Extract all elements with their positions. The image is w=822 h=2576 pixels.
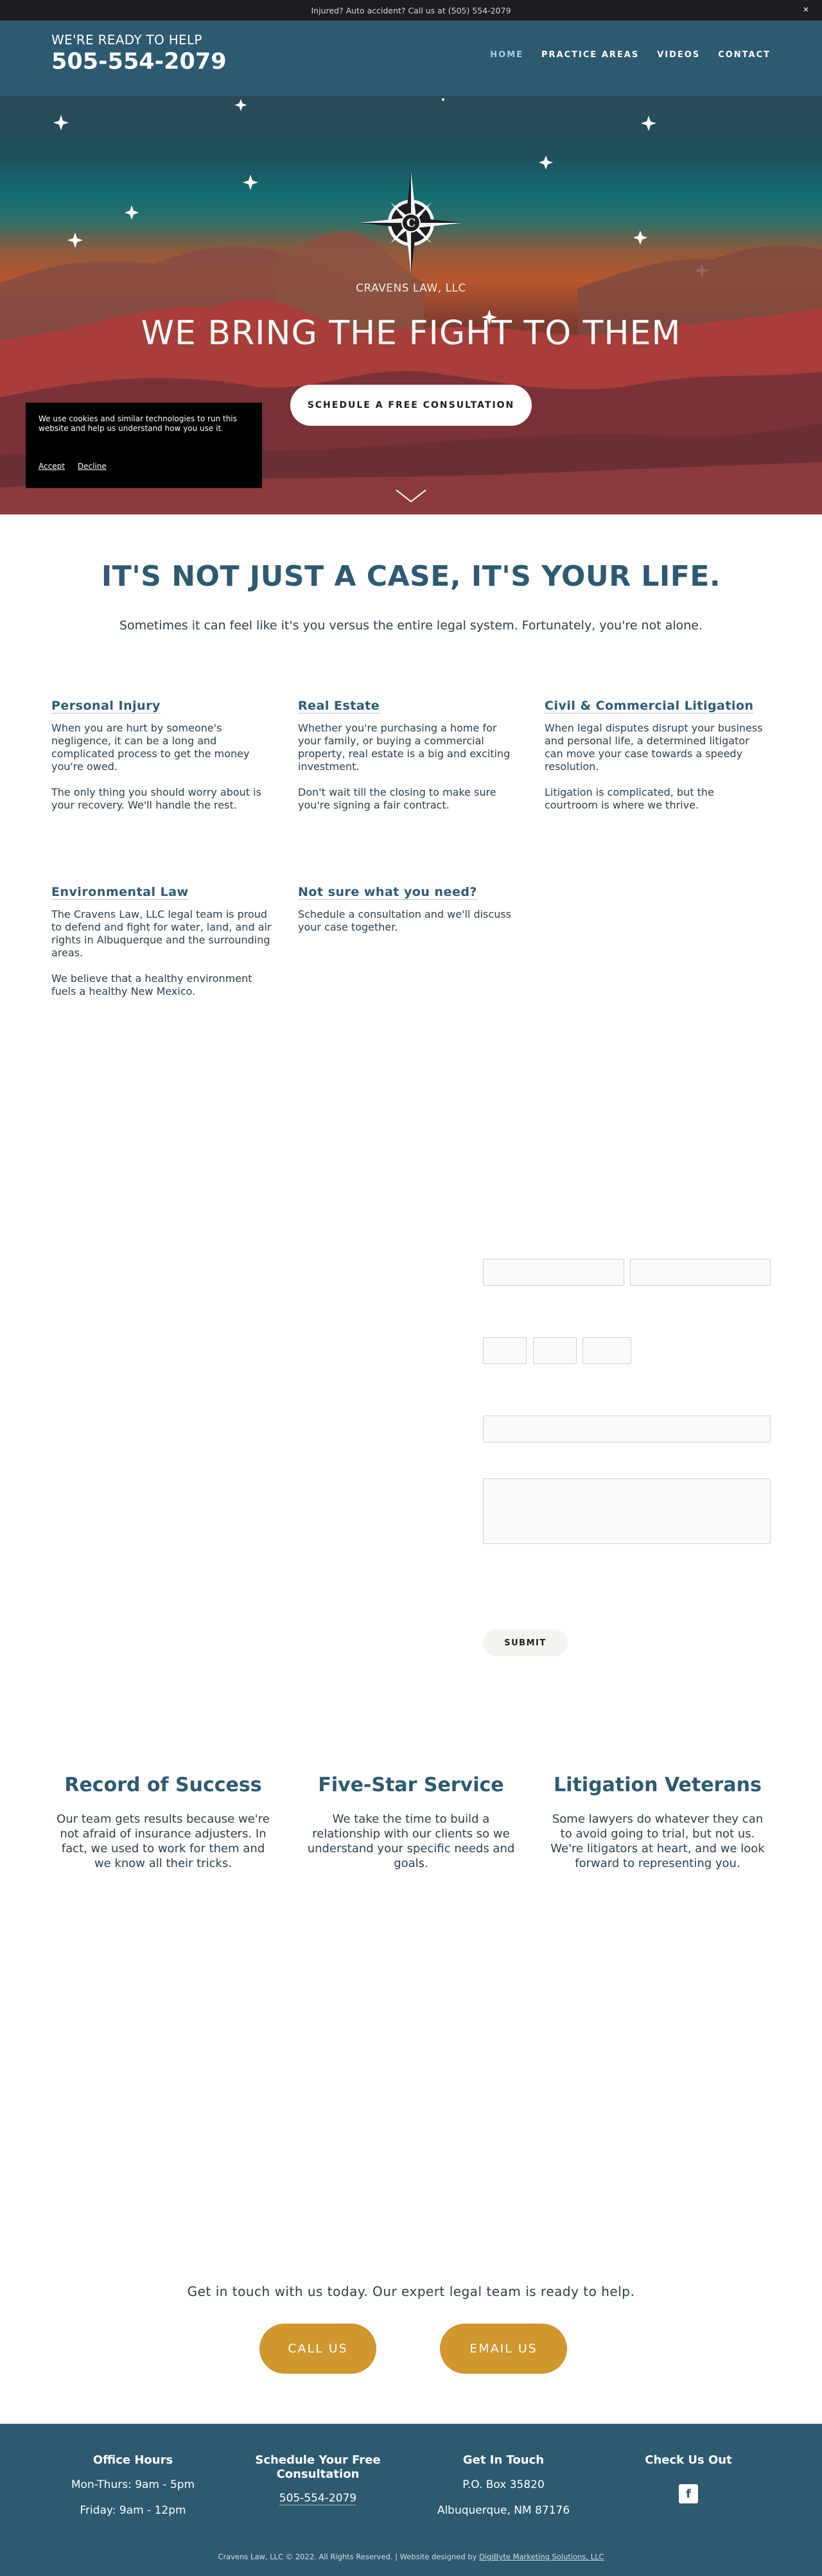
feature-litigation-veterans (548, 1774, 767, 1871)
announcement-bar (0, 0, 822, 21)
main-nav (490, 50, 771, 60)
footer-text: Albuquerque, NM 87176 (437, 2504, 570, 2517)
feature-title: Five-Star Service (318, 1774, 504, 1796)
footer-schedule (241, 2453, 395, 2505)
submit-button[interactable]: SUBMIT (483, 1629, 568, 1656)
footer-check-us-out (611, 2453, 765, 2503)
footer-heading: Check Us Out (645, 2453, 732, 2467)
feature-title: Litigation Veterans (554, 1774, 762, 1796)
personal-injury-link[interactable]: Personal Injury (51, 699, 161, 713)
cookie-decline-link[interactable]: Decline (77, 462, 107, 471)
compass-logo (360, 171, 462, 274)
practice-area-not-sure (298, 885, 523, 947)
firm-name: CRAVENS LAW, LLC (356, 282, 466, 295)
nav-contact[interactable]: CONTACT (718, 50, 771, 60)
facebook-icon[interactable]: f (679, 2484, 698, 2503)
phone-line-input[interactable] (582, 1337, 631, 1364)
chevron-down-icon[interactable] (395, 489, 427, 503)
civil-litigation-link[interactable]: Civil & Commercial Litigation (545, 699, 754, 713)
hero-title: WE BRING THE FIGHT TO THEM (141, 314, 681, 353)
footer-text: Friday: 9am - 12pm (80, 2504, 186, 2517)
footer-heading: Get In Touch (462, 2453, 545, 2467)
area-text: When legal disputes disrupt your business and personal life, a determined litigator can move your case towards a speedy resolution. (545, 722, 763, 773)
area-text: Schedule a consultation and we'll discuss your case together. (298, 908, 511, 933)
cookie-banner (26, 403, 262, 488)
footer-office-hours (56, 2453, 210, 2529)
logo-letter: C (406, 216, 416, 230)
nav-home[interactable]: HOME (490, 50, 524, 60)
footer-text: P.O. Box 35820 (462, 2478, 545, 2491)
email-us-button[interactable]: EMAIL US (440, 2324, 567, 2374)
intro-subtitle: Sometimes it can feel like it's you versus the entire legal system. Fortunately, you're not alone. (119, 618, 703, 633)
announcement-text: Injured? Auto accident? Call us at (505) 554-2079 (311, 5, 511, 15)
area-text: Litigation is complicated, but the courtroom is where we thrive. (545, 786, 714, 811)
feature-five-star-service (302, 1774, 520, 1871)
area-text: Whether you're purchasing a home for your family, or buying a commercial property, real estate is a big and exciting investment. (298, 722, 511, 773)
copyright-text: Cravens Law, LLC © 2022. All Rights Reserved. | Website designed by (218, 2552, 477, 2561)
area-text: When you are hurt by someone's negligence, it can be a long and complicated process to get the money you're owed. (51, 722, 250, 773)
cookie-accept-link[interactable]: Accept (39, 462, 65, 471)
footer-phone-link[interactable]: 505-554-2079 (279, 2492, 357, 2505)
header-phone[interactable]: 505-554-2079 (51, 49, 227, 74)
area-text: The Cravens Law, LLC legal team is proud to defend and fight for water, land, and air rights in Albuquerque and the surrounding areas. (51, 908, 272, 959)
phone-prefix-input[interactable] (533, 1337, 577, 1364)
area-text: Don't wait till the closing to make sure you're signing a fair contract. (298, 786, 496, 811)
designer-link[interactable]: DigiByte Marketing Solutions, LLC (479, 2552, 604, 2561)
contact-text: Get in touch with us today. Our expert legal team is ready to help. (187, 2284, 635, 2299)
feature-title: Record of Success (64, 1774, 262, 1796)
area-text: The only thing you should worry about is your recovery. We'll handle the rest. (51, 786, 261, 811)
footer-text: Mon-Thurs: 9am - 5pm (71, 2478, 195, 2491)
practice-area-personal-injury (51, 699, 276, 825)
practice-area-real-estate (298, 699, 523, 825)
schedule-consultation-button[interactable]: SCHEDULE A FREE CONSULTATION (290, 385, 532, 426)
email-input[interactable] (483, 1415, 771, 1442)
feature-text: Some lawyers do whatever they can to avoid going to trial, but not us. We're litigators at heart, and we look forward to representing you. (550, 1812, 765, 1870)
nav-practice-areas[interactable]: PRACTICE AREAS (541, 50, 640, 60)
nav-videos[interactable]: VIDEOS (657, 50, 701, 60)
site-header (0, 21, 822, 96)
environmental-law-link[interactable]: Environmental Law (51, 885, 189, 899)
first-name-input[interactable] (483, 1259, 624, 1286)
intro-title: IT'S NOT JUST A CASE, IT'S YOUR LIFE. (101, 560, 721, 593)
footer-heading: Office Hours (92, 2453, 173, 2467)
copyright (0, 2552, 822, 2561)
practice-area-environmental-law (51, 885, 276, 1011)
site-footer (0, 2424, 822, 2576)
area-text: We believe that a healthy environment fuels a healthy New Mexico. (51, 972, 252, 997)
cookie-text: We use cookies and similar technologies to run this website and help us understand how you use it. (39, 414, 237, 433)
header-tagline: WE'RE READY TO HELP (51, 32, 202, 48)
real-estate-link[interactable]: Real Estate (298, 699, 380, 713)
footer-heading: Schedule Your Free Consultation (255, 2453, 381, 2481)
not-sure-link[interactable]: Not sure what you need? (298, 885, 477, 899)
message-textarea[interactable] (483, 1478, 771, 1544)
feature-text: Our team gets results because we're not afraid of insurance adjusters. In fact, we used to work for them and we know all their tricks. (57, 1812, 270, 1870)
phone-area-input[interactable] (483, 1337, 527, 1364)
feature-text: We take the time to build a relationship with our clients so we understand your specific needs and goals. (307, 1812, 515, 1870)
feature-record-of-success (54, 1774, 272, 1871)
last-name-input[interactable] (630, 1259, 771, 1286)
close-icon[interactable]: ✕ (802, 5, 809, 14)
practice-area-civil-litigation (545, 699, 769, 825)
footer-get-in-touch (426, 2453, 581, 2529)
call-us-button[interactable]: CALL US (259, 2324, 376, 2374)
